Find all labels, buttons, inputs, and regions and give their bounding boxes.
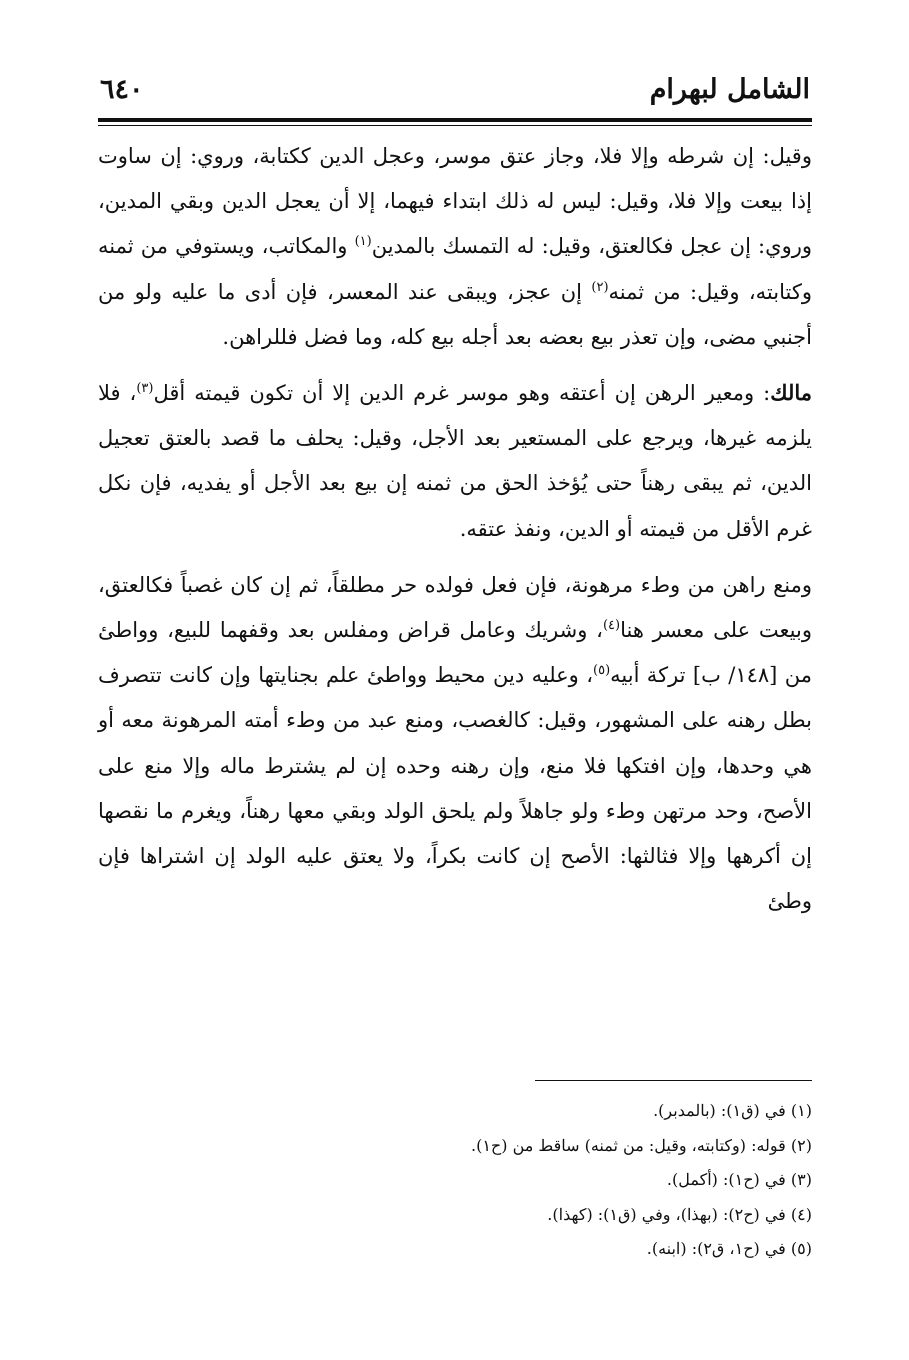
running-title: الشامل لبهرام <box>649 74 810 105</box>
footnote-ref-4: (٤) <box>602 618 621 634</box>
footnote-2: (٢) قوله: (وكتابته، وقيل: من ثمنه) ساقط من (ح١). <box>470 1135 812 1155</box>
paragraph-1 <box>98 134 812 360</box>
paragraph-text: ، فلا يلزمه غيرها، ويرجع على المستعير بعد الأجل، وقيل: يحلف ما قصد بالعتق تعجيل الدين، ثم يبقى رهناً حتى يُؤخذ الحق من ثمنه إن بيع بعد الأجل أو يفديه، فإن نكل غرم الأقل من قيمته أو الدين، ونفذ عتقه. <box>98 381 812 541</box>
footnote-ref-1: (١) <box>354 234 372 250</box>
footnote-5: (٥) في (ح١، ق٢): (ابنه). <box>646 1239 812 1258</box>
header-rule-thick <box>98 118 812 122</box>
paragraph-text: : ومعير الرهن إن أعتقه وهو موسر غرم الدين إلا أن تكون قيمته أقل <box>153 381 771 406</box>
paragraph-text: ومنع راهن من وطء مرهونة، فإن فعل فولده حر مطلقاً، ثم إن كان غصباً فكالعتق، وبيعت على معسر هنا <box>98 572 812 643</box>
footnote-1: (١) في (ق١): (بالمدبر). <box>653 1101 812 1120</box>
page-number: ٦٤٠ <box>100 74 144 105</box>
paragraph-lead-word: مالك <box>770 380 812 406</box>
paragraph-text: ، وشريك وعامل قراض ومفلس بعد وقفهما للبيع، وواطئ من [١٤٨/ ب] تركة أبيه <box>98 618 812 688</box>
paragraph-text: إن عجز، ويبقى عند المعسر، فإن أدى ما عليه ولو من أجنبي مضى، وإن تعذر بيع بعضه بعد أجله بيع كله، وما فضل فللراهن. <box>98 279 812 349</box>
paragraph-2 <box>98 370 812 552</box>
footnote-separator <box>535 1080 812 1081</box>
main-text <box>98 134 812 924</box>
paragraph-text: والمكاتب، ويستوفي من ثمنه وكتابته، وقيل: من ثمنه <box>98 234 812 304</box>
footnote-ref-5: (٥) <box>593 663 611 679</box>
footnote-3: (٣) في (ح١): (أكمل). <box>666 1170 812 1189</box>
footnote-ref-3: (٣) <box>136 381 154 397</box>
footnote-4: (٤) في (ح٢): (بهذا)، وفي (ق١): (كهذا). <box>547 1204 812 1224</box>
footnotes <box>98 1094 812 1267</box>
paragraph-text: وقيل: إن شرطه وإلا فلا، وجاز عتق موسر، وعجل الدين ككتابة، وروي: إن ساوت إذا بيعت وإلا فلا، وقيل: ليس له ذلك ابتداء فيهما، إلا أن يعجل الدين وبقي المدين، وروي: إن عجل فكالعتق، وقيل: له التمسك بالمدين <box>98 144 812 259</box>
paragraph-text: ، وعليه دين محيط وواطئ علم بجنايتها وإن كانت تتصرف بطل رهنه على المشهور، وقيل: كالغصب، ومنع عبد من وطء أمته المرهونة معه أو هي وحدها، وإن افتكها فلا منع، وإن رهنه وحده إن لم يشترط ماله وإلا منع على الأصح، وحد مرتهن وطء ولو جاهلاً ولم يلحق الولد وبقي معها رهناً، ويغرم ما نقصها إن أكرهها وإلا فثالثها: الأصح إن كانت بكراً، ولا يعتق عليه الولد إن اشتراها فإن وطئ <box>98 663 812 914</box>
footnote-ref-2: (٢) <box>591 279 609 295</box>
page-header <box>98 70 810 114</box>
paragraph-3 <box>98 563 812 925</box>
header-rule-thin <box>98 125 812 126</box>
